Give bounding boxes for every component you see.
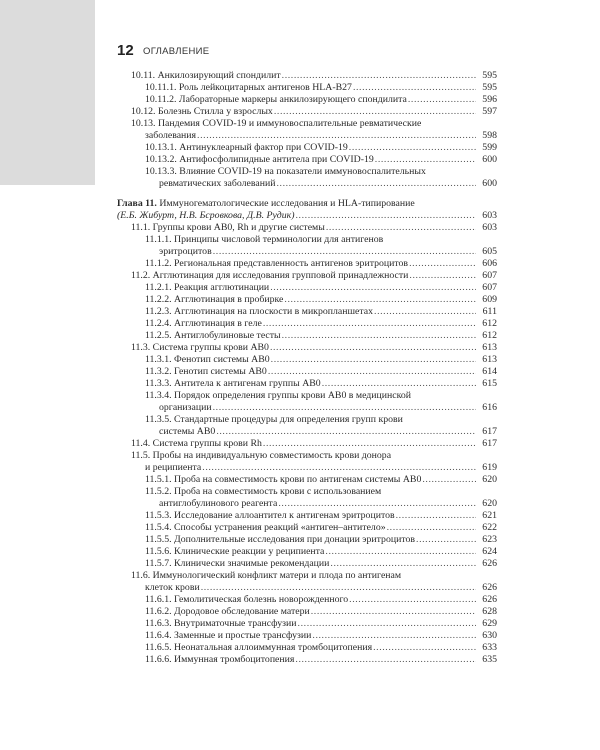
toc-entry-title-line: 10.13.3. Влияние COVID-19 на показатели иммуновоспалительных [145, 166, 426, 177]
toc-entry-title-line: 11.5.1. Проба на совместимость крови по антигенам системы АВ0 [145, 474, 422, 485]
leader-dots [197, 130, 476, 142]
leader-dots [201, 582, 476, 594]
leader-dots [213, 402, 476, 414]
toc-entry[interactable] [117, 438, 497, 450]
leader-dots [296, 210, 477, 222]
leader-dots [326, 222, 476, 234]
page-number: 12 [117, 42, 134, 59]
toc-entry-page: 623 [482, 534, 497, 545]
toc-entry-page: 635 [482, 654, 497, 665]
toc-entry-title-line: 11.3.2. Генотип системы АВ0 [145, 366, 267, 377]
toc-entry-title-line: 10.12. Болезнь Стилла у взрослых [131, 106, 273, 117]
toc-entry[interactable] [117, 618, 497, 630]
toc-entry-page: 614 [482, 366, 497, 377]
toc-entry-title-line: 11.6.2. Дородовое обследование матери [145, 606, 310, 617]
leader-dots [353, 82, 476, 94]
leader-dots [276, 178, 476, 190]
toc-entry-page: 613 [482, 354, 497, 365]
toc-entry-title-line: 11.6. Иммунологический конфликт матери и плода по антигенам [131, 570, 402, 581]
toc-entry[interactable] [117, 546, 497, 558]
leader-dots [298, 618, 476, 630]
toc-entry-page: 620 [482, 474, 497, 485]
toc-entry-title-line: 11.5.7. Клинически значимые рекомендации [145, 558, 330, 569]
toc-entry[interactable] [117, 234, 497, 258]
toc-entry-page: 597 [482, 106, 497, 117]
toc-entry-page: 599 [482, 142, 497, 153]
leader-dots [268, 366, 476, 378]
leader-dots [387, 522, 476, 534]
toc-entry-page: 596 [482, 94, 497, 105]
toc-entry[interactable] [117, 642, 497, 654]
toc-entry-page: 633 [482, 642, 497, 653]
toc-entry-title-line: клеток крови [145, 582, 200, 593]
toc-entry-page: 629 [482, 618, 497, 629]
toc-entry-title-line: 11.5.6. Клинические реакции у реципиента [145, 546, 325, 557]
toc-entry[interactable] [117, 142, 497, 154]
toc-entry[interactable] [117, 70, 497, 82]
toc-entry-title-line: 10.11.2. Лабораторные маркеры анкилозирующего спондилита [145, 94, 407, 105]
toc-entry-page: 609 [482, 294, 497, 305]
toc-entry[interactable] [117, 222, 497, 234]
toc-entry-title-line: 11.5.3. Исследование аллоантител к антигенам эритроцитов [145, 510, 395, 521]
leader-dots [422, 474, 476, 486]
toc-entry-title-line: 11.5.5. Дополнительные исследования при донации эритроцитов [145, 534, 416, 545]
toc-entry-page: 626 [482, 594, 497, 605]
chapter-label: Глава 11. [117, 198, 157, 209]
toc-entry-page: 620 [482, 498, 497, 509]
toc-entry[interactable] [117, 534, 497, 546]
leader-dots [263, 438, 476, 450]
toc-entry[interactable] [117, 654, 497, 666]
toc-entry-title-line: 11.6.4. Заменные и простые трансфузии [145, 630, 312, 641]
toc-entry-page: 615 [482, 378, 497, 389]
toc-entry-title-line: 11.6.3. Внутриматочные трансфузии [145, 618, 297, 629]
toc-entry-page: 607 [482, 282, 497, 293]
toc-entry[interactable] [117, 486, 497, 510]
toc-entry-page: 612 [482, 330, 497, 341]
leader-dots [284, 294, 476, 306]
toc-entry-page: 603 [482, 222, 497, 233]
toc-entry[interactable] [117, 474, 497, 486]
leader-dots [282, 70, 476, 82]
toc-entry-title-line: 11.1.2. Региональная представленность антигенов эритроцитов [145, 258, 409, 269]
toc-entry-page: 600 [482, 154, 497, 165]
toc-entry-title-line: 10.13. Пандемия COVID-19 и иммуновоспалительные ревматические [131, 118, 422, 129]
toc-entry[interactable] [117, 414, 497, 438]
toc-entry[interactable] [117, 606, 497, 618]
toc-entry[interactable] [117, 522, 497, 534]
toc-entry-page: 606 [482, 258, 497, 269]
leader-dots [274, 106, 476, 118]
leader-dots [213, 246, 476, 258]
leader-dots [325, 546, 476, 558]
toc-entry-page: 619 [482, 462, 497, 473]
leader-dots [270, 342, 476, 354]
toc-entry-page: 607 [482, 270, 497, 281]
toc-chapter-entry[interactable] [117, 198, 497, 222]
toc-entry-page: 613 [482, 342, 497, 353]
chapter-authors: (Е.Б. Жибурт, Н.В. Бсровкова, Д.В. Рудик) [117, 210, 295, 221]
toc-entry[interactable] [117, 282, 497, 294]
leader-dots [216, 426, 476, 438]
toc-entry-title-line: 11.3.4. Порядок определения группы крови АВ0 в медицинской [145, 390, 412, 401]
leader-dots [409, 270, 476, 282]
toc-entry-title-line: 11.3.5. Стандартные процедуры для определения групп крови [145, 414, 403, 425]
toc-entry-title-line: 11.2. Агглютинация для исследования групповой принадлежности [131, 270, 409, 281]
leader-dots [396, 510, 476, 522]
toc-entry-title-line: 11.3.1. Фенотип системы АВ0 [145, 354, 270, 365]
running-title: ОГЛАВЛЕНИЕ [143, 46, 210, 57]
toc-entry[interactable] [117, 450, 497, 474]
toc-entry-page: 617 [482, 426, 497, 437]
leader-dots [322, 378, 476, 390]
toc-entry-title-line: 11.6.5. Неонатальная аллоиммунная тромбоцитопения [145, 642, 373, 653]
toc-entry-title-line: ревматических заболеваний [159, 178, 276, 189]
toc-entry-title-line: 10.11. Анкилозирующий спондилит [131, 70, 281, 81]
chapter-page: 603 [482, 210, 497, 221]
chapter-title: Иммуногематологические исследования и HLA-типирование [156, 198, 415, 209]
toc-entry-title-line: 11.5.4. Способы устранения реакций «антиген–антитело» [145, 522, 386, 533]
leader-dots [295, 654, 476, 666]
toc-entry-page: 622 [482, 522, 497, 533]
toc-entry-title-line: 11.3. Система группы крови АВ0 [131, 342, 269, 353]
leader-dots [270, 282, 476, 294]
leader-dots [375, 154, 476, 166]
toc-entry-page: 612 [482, 318, 497, 329]
leader-dots [374, 306, 476, 318]
toc-entry-page: 598 [482, 130, 497, 141]
toc-entry[interactable] [117, 270, 497, 282]
toc-entry-page: 611 [482, 306, 497, 317]
toc-entry-page: 605 [482, 246, 497, 257]
toc-entry-title-line: системы АВ0 [159, 426, 216, 437]
toc-entry-title-line: заболевания [145, 130, 197, 141]
toc-entry[interactable] [117, 558, 497, 570]
toc-entry-page: 621 [482, 510, 497, 521]
leader-dots [202, 462, 476, 474]
toc-entry-title-line: 11.2.5. Антиглобулиновые тесты [145, 330, 281, 341]
toc-entry-title-line: 11.3.3. Антитела к антигенам группы АВ0 [145, 378, 321, 389]
chapter-gap [117, 190, 497, 198]
toc-entry-page: 626 [482, 582, 497, 593]
leader-dots [330, 558, 476, 570]
leader-dots [311, 606, 476, 618]
leader-dots [409, 258, 476, 270]
leader-dots [282, 330, 476, 342]
toc-entry-page: 600 [482, 178, 497, 189]
toc-entry-title-line: эритроцитов [159, 246, 212, 257]
leader-dots [271, 354, 476, 366]
page-edge-tab [0, 0, 95, 185]
toc-entry[interactable] [117, 390, 497, 414]
toc-entry-title-line: 11.1. Группы крови АВ0, Rh и другие системы [131, 222, 325, 233]
toc-section-chapter-11 [117, 222, 497, 666]
toc-entry-title-line: 11.4. Система группы крови Rh [131, 438, 262, 449]
toc-entry-title-line: 10.11.1. Роль лейкоцитарных антигенов HLA-B27 [145, 82, 352, 93]
toc-entry-page: 624 [482, 546, 497, 557]
leader-dots [373, 642, 476, 654]
toc-entry[interactable] [117, 630, 497, 642]
toc-entry[interactable] [117, 378, 497, 390]
toc-entry-title-line: 11.2.1. Реакция агглютинации [145, 282, 270, 293]
toc-entry-title-line: организации [159, 402, 212, 413]
toc-entry[interactable] [117, 118, 497, 142]
table-of-contents [117, 70, 497, 666]
toc-entry-page: 595 [482, 82, 497, 93]
toc-entry-title-line: 11.5.2. Проба на совместимость крови с использованием [145, 486, 382, 497]
toc-entry-title-line: 10.13.2. Антифосфолипидные антитела при COVID-19 [145, 154, 374, 165]
toc-entry[interactable] [117, 294, 497, 306]
toc-entry-page: 617 [482, 438, 497, 449]
toc-entry-title-line: 11.2.3. Агглютинация на плоскости в микропланшетах [145, 306, 374, 317]
toc-entry-title-line: 11.2.2. Агглютинация в пробирке [145, 294, 284, 305]
toc-entry[interactable] [117, 306, 497, 318]
toc-entry-page: 595 [482, 70, 497, 81]
toc-entry-page: 628 [482, 606, 497, 617]
toc-entry-title-line: и реципиента [145, 462, 202, 473]
leader-dots [263, 318, 476, 330]
toc-entry-page: 626 [482, 558, 497, 569]
toc-entry-title-line: 11.6.6. Иммунная тромбоцитопения [145, 654, 295, 665]
leader-dots [349, 142, 476, 154]
toc-entry[interactable] [117, 258, 497, 270]
toc-entry[interactable] [117, 366, 497, 378]
toc-entry-title-line: 11.1.1. Принципы числовой терминологии для антигенов [145, 234, 384, 245]
toc-entry[interactable] [117, 330, 497, 342]
toc-entry[interactable] [117, 570, 497, 594]
toc-entry[interactable] [117, 594, 497, 606]
toc-entry-title-line: антиглобулинового реагента [159, 498, 278, 509]
leader-dots [312, 630, 476, 642]
toc-entry[interactable] [117, 342, 497, 354]
toc-section-chapter-10 [117, 70, 497, 190]
toc-entry[interactable] [117, 354, 497, 366]
leader-dots [349, 594, 476, 606]
toc-entry-page: 616 [482, 402, 497, 413]
toc-entry[interactable] [117, 318, 497, 330]
toc-entry[interactable] [117, 106, 497, 118]
toc-entry-title-line: 10.13.1. Антинуклеарный фактор при COVID-19 [145, 142, 348, 153]
toc-entry-title-line: 11.2.4. Агглютинация в геле [145, 318, 262, 329]
toc-entry-title-line: 11.5. Пробы на индивидуальную совместимость крови донора [131, 450, 392, 461]
leader-dots [408, 94, 476, 106]
toc-entry[interactable] [117, 154, 497, 166]
leader-dots [416, 534, 476, 546]
toc-entry[interactable] [117, 510, 497, 522]
toc-entry-page: 630 [482, 630, 497, 641]
toc-entry[interactable] [117, 166, 497, 190]
toc-entry[interactable] [117, 94, 497, 106]
toc-entry-title-line: 11.6.1. Гемолитическая болезнь новорожденного [145, 594, 349, 605]
toc-entry[interactable] [117, 82, 497, 94]
leader-dots [278, 498, 476, 510]
